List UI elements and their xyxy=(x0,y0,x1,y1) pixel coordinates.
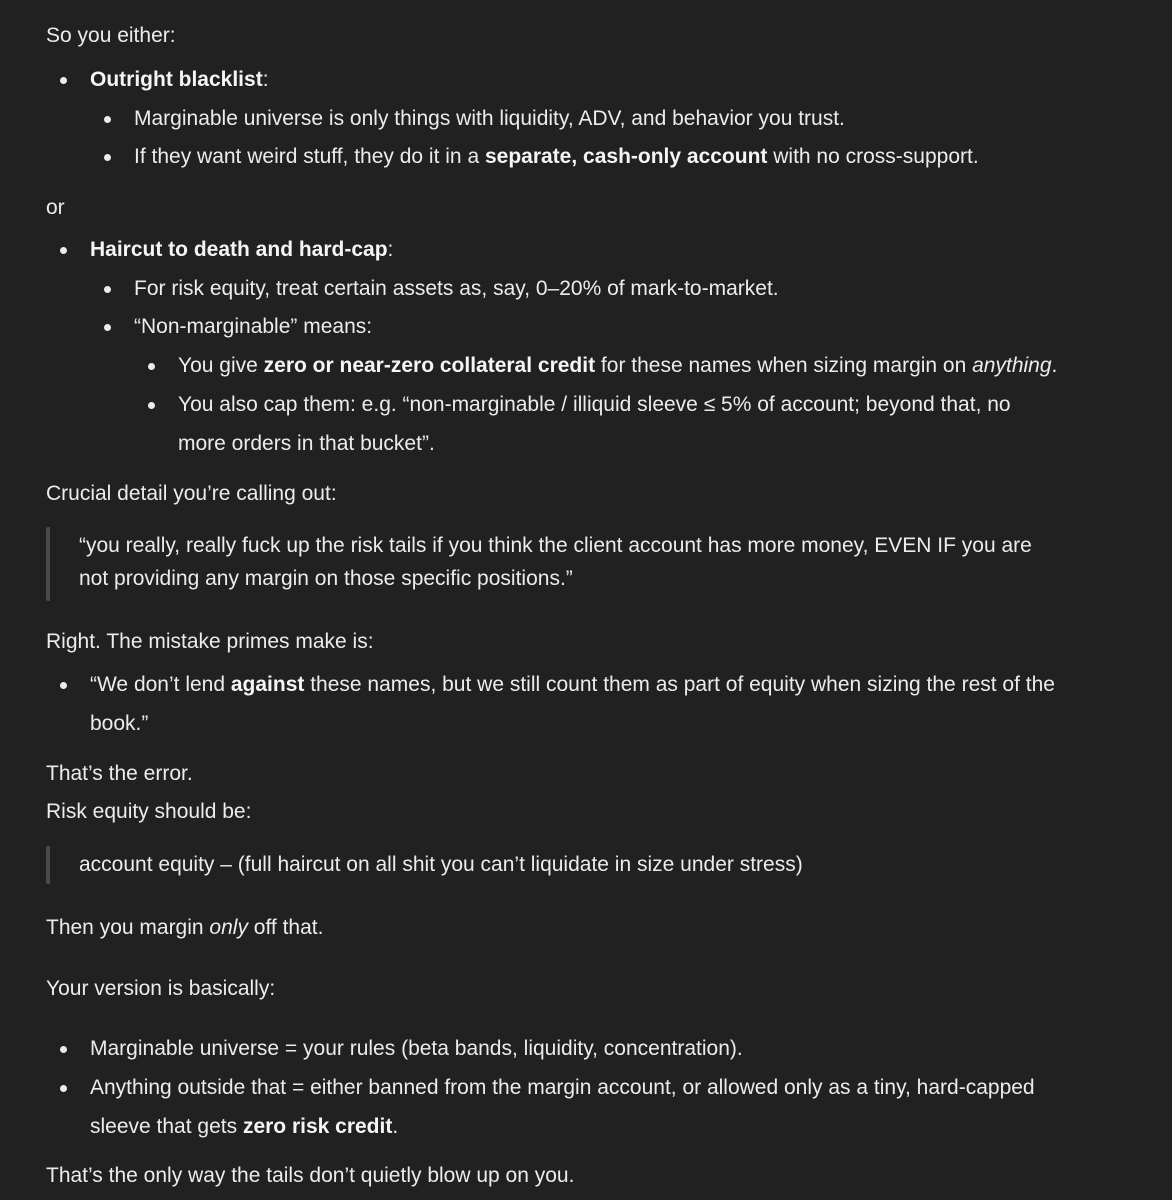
list-item-text: For risk equity, treat certain assets as, say, 0–20% of mark-to-market. xyxy=(134,277,779,300)
bullet-icon xyxy=(60,1085,67,1092)
bullet-icon xyxy=(104,116,111,123)
list-item-text: Anything outside that = either banned from the margin account, or allowed only as a tiny, hard-capped xyxy=(90,1076,1035,1099)
bullet-icon xyxy=(148,363,155,370)
option-title: Haircut to death and hard-cap: xyxy=(90,238,394,261)
quote-line: “you really, really fuck up the risk tails if you think the client account has more money, EVEN IF you are xyxy=(79,534,1032,557)
formula-text: account equity – (full haircut on all shit you can’t liquidate in size under stress) xyxy=(79,853,803,876)
list-item-text: You give zero or near-zero collateral credit for these names when sizing margin on anything. xyxy=(178,354,1058,377)
list-item-text: Marginable universe is only things with liquidity, ADV, and behavior you trust. xyxy=(134,107,845,130)
bullet-icon xyxy=(104,286,111,293)
list-item-text: If they want weird stuff, they do it in a separate, cash-only account with no cross-support. xyxy=(134,145,979,168)
bullet-icon xyxy=(104,154,111,161)
list-item-text: “Non-marginable” means: xyxy=(134,315,373,338)
error-text: That’s the error. xyxy=(46,762,193,785)
blockquote xyxy=(46,527,1032,601)
bullet-icon xyxy=(60,682,67,689)
mistake-intro-text: Right. The mistake primes make is: xyxy=(46,630,374,653)
bullet-icon xyxy=(148,402,155,409)
closing-text: That’s the only way the tails don’t quietly blow up on you. xyxy=(46,1164,575,1187)
bullet-icon xyxy=(60,77,67,84)
list-item-text-continued: sleeve that gets zero risk credit. xyxy=(90,1115,399,1138)
intro-text: So you either: xyxy=(46,24,176,47)
list-item-text: Marginable universe = your rules (beta bands, liquidity, concentration). xyxy=(90,1037,743,1060)
list-item-text-continued: more orders in that bucket”. xyxy=(178,432,435,455)
bullet-icon xyxy=(60,247,67,254)
crucial-text: Crucial detail you’re calling out: xyxy=(46,482,337,505)
then-text: Then you margin only off that. xyxy=(46,916,324,939)
bullet-icon xyxy=(104,324,111,331)
risk-equity-text: Risk equity should be: xyxy=(46,800,252,823)
option-title: Outright blacklist: xyxy=(90,68,269,91)
bullet-icon xyxy=(60,1046,67,1053)
list-item-text: “We don’t lend against these names, but we still count them as part of equity when sizing the rest of the xyxy=(90,673,1055,696)
list-item-text-continued: book.” xyxy=(90,712,149,735)
your-version-text: Your version is basically: xyxy=(46,977,276,1000)
quote-line: not providing any margin on those specific positions.” xyxy=(79,567,573,590)
or-text: or xyxy=(46,196,65,219)
formula-blockquote xyxy=(46,846,803,884)
list-item-text: You also cap them: e.g. “non-marginable / illiquid sleeve ≤ 5% of account; beyond that, no xyxy=(178,393,1011,416)
